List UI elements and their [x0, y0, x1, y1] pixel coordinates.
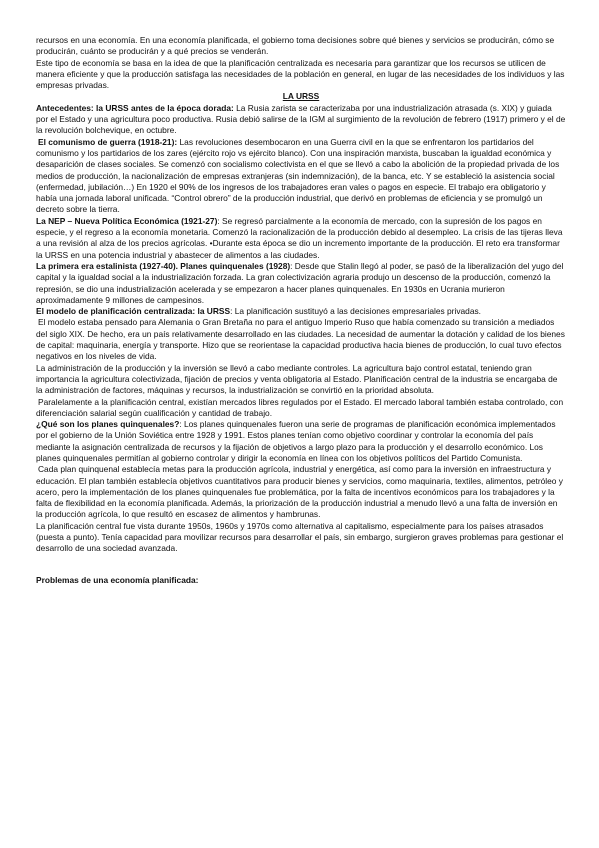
nep-heading: La NEP – Nueva Política Económica (1921-27) — [36, 215, 218, 226]
comunismo-heading: El comunismo de guerra (1918-21): — [38, 136, 178, 147]
estalinista-paragraph — [36, 261, 566, 306]
planes-heading: ¿Qué son los planes quinquenales? — [36, 419, 180, 430]
antecedentes-paragraph — [36, 103, 566, 137]
paragraph-gap — [36, 555, 566, 575]
modelo-paragraph-3: La administración de la producción y la inversión se llevó a cabo mediante controles. La agricultura bajo control estatal, teniendo gran importancia la agricultura colectivizada, fijación de precios y venta obligatoria al Estado. Planificación central de la industria se encargaba de la administración de factores, máquinas y recursos, la industrialización se convirtió en la prioridad absoluta. — [36, 362, 558, 396]
nep-text: : Se regresó parcialmente a la economía de mercado, con la supresión de los pagos en especie, y el regreso a la economía monetaria. Comenzó la racionalización de la producción debido al desempleo. La crisis de las tijeras lleva a una revisión al alza de los precios agrícolas. •Durante esta época se dio un incremento importante de la producción. El reto era transformar la URSS en una potencia industrial y abastecer de alimentos a las ciudades. — [36, 215, 563, 260]
estalinista-heading: La primera era estalinista (1927-40). Planes quinquenales (1928) — [36, 260, 291, 271]
comunismo-text: Las revoluciones desembocaron en una Guerra civil en la que se enfrentaron los partidarios del comunismo y los partidarios de los zares (ejército rojo vs ejército blanco). Con una inspiración marxista, buscaban la igualdad económica y desaparición de clases sociales. Se comenzó con socialismo colectivista en el que se llevó a cabo la abolición de la propiedad privada de los medios de producción, la nacionalización de empresas extranjeras (sin indemnización), de la banca, etc. Y se estableció la asistencia social (enfermedad, jubilación…) En 1920 el 90% de los ingresos de los trabajadores eran vales o pagos en especie. El trabajo era obligatorio y había una jornada laboral unificada. “Control obrero” de la producción industrial, que derivó en problemas de eficiencia y se promulgó un decreto sobre la tierra. — [36, 136, 560, 215]
modelo-heading: El modelo de planificación centralizada: la URSS — [36, 306, 231, 317]
antecedentes-text: La Rusia zarista se caracterizaba por una industrialización atrasada (s. XIX) y guiada por el Estado y una agricultura poco productiva. Rusia debió salirse de la IGM al surgimiento de la revolución de febrero (1917) primero y el de la revolución bolchevique, en octubre. — [36, 102, 566, 136]
section-title: LA URSS — [282, 91, 320, 102]
nep-paragraph — [36, 216, 566, 261]
planes-paragraph-3: La planificación central fue vista durante 1950s, 1960s y 1970s como alternativa al capitalismo, especialmente para los países atrasados (puesta a punto). Tenía capacidad para movilizar recursos para desarrollar el país, sin embargo, surgieron graves problemas para gestionar el desarrollo de una sociedad avanzada. — [36, 520, 564, 554]
planes-text: : Los planes quinquenales fueron una serie de programas de planificación económica implementados por el gobierno de la Unión Soviética entre 1928 y 1991. Estos planes tenían como objetivo coordinar y controlar la economía del país mediante la asignación centralizada de recursos y la fijación de objetivos a largo plazo para la producción y el desarrollo económico. Los planes quinquenales permitían al gobierno controlar y dirigir la economía en línea con los objetivos políticos del Partido Comunista. — [36, 419, 556, 463]
estalinista-text: : Desde que Stalin llegó al poder, se pasó de la liberalización del yugo del capital y la igualdad social a la industrialización forzada. La gran colectivización agraria produjo un descenso de la producción, comenzó la represión, se dio una industrialización acelerada y se empezaron a hacer planes quinquenales. En 1930s en Ucrania murieron aproximadamente 9 millones de campesinos. — [36, 260, 564, 305]
antecedentes-heading: Antecedentes: la URSS antes de la época dorada: — [36, 102, 234, 113]
intro-paragraph-2: Este tipo de economía se basa en la idea de que la planificación centralizada es necesaria para garantizar que los recursos se utilicen de manera eficiente y que la producción satisfaga las necesidades de la población en general, en lugar de las necesidades de los individuos y las empresas privadas. — [36, 57, 565, 91]
modelo-paragraph-4: Paralelamente a la planificación central, existían mercados libres regulados por el Estado. El mercado laboral también estaba controlado, con diferenciación salarial según cualificación y cantidad de trabajo. — [36, 396, 564, 418]
planes-paragraph — [36, 419, 566, 464]
document-page — [36, 35, 566, 586]
comunismo-paragraph — [36, 137, 566, 216]
problemas-heading: Problemas de una economía planificada: — [36, 574, 199, 585]
modelo-paragraph-2: El modelo estaba pensado para Alemania o Gran Bretaña no para el antiguo Imperio Ruso que había comenzado su transición a mediados del siglo XIX. De hecho, era un país relativamente desarrollado en las ciudades. La necesidad de aumentar la dotación y calidad de los bienes de capital: maquinaria, energía y transporte. Hizo que se reorientase la capacidad productiva hacia bienes de producción, lo cual tuvo efectos negativos en los niveles de vida. — [36, 317, 565, 362]
modelo-text: : La planificación sustituyó a las decisiones empresariales privadas. — [230, 306, 481, 317]
intro-paragraph: recursos en una economía. En una economía planificada, el gobierno toma decisiones sobre qué bienes y servicios se producirán, cómo se producirán, cuánto se producirán y a qué precios se venderán. — [36, 35, 555, 57]
modelo-paragraph — [36, 306, 566, 317]
planes-paragraph-2: Cada plan quinquenal establecía metas para la producción agrícola, industrial y energética, así como para la inversión en infraestructura y educación. El plan también establecía objetivos cuantitativos para producir bienes y servicios, como maquinaria, textiles, alimentos, petróleo y acero, pero la implementación de los planes quinquenales fue problemática, por la falta de incentivos económicos para los trabajadores y la falta de flexibilidad en la economía planificada. Además, la priorización de la producción industrial a menudo llevó a una falta de inversión en la producción agrícola, lo que resultó en escasez de alimentos y hambrunas. — [36, 464, 563, 520]
